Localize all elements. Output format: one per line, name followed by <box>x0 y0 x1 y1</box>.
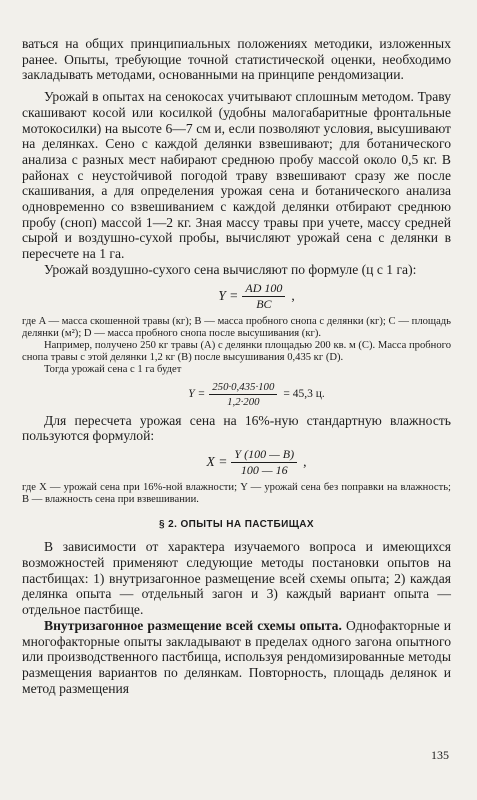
note-variable-definitions: где A — масса скошенной травы (кг); B — масса пробного снопа с делянки (кг); C — площадь делянки (м²); D — масса пробного снопа после высушивания (кг). <box>22 315 451 339</box>
formula-example-denominator: 1,2·200 <box>227 395 260 408</box>
paragraph-within-paddock-text: Однофакторные и многофакторные опыты закладывают в пределах одного загона опытного или производственного пастбища, используя рендомизированные методы размещения вариантов по делянкам. Повторность, площадь делянок и метод размещения <box>22 617 451 696</box>
paragraph-pasture-methods: В зависимости от характера изучаемого вопроса и имеющихся возможностей применяют следующие методы постановки опытов на пастбищах: 1) внутризагонное размещение всей схемы опыта; 2) каждая делянка опыта — отдельный загон и 3) каждый вариант опыта — отдельное пастбище. <box>22 539 451 618</box>
formula-moisture <box>62 448 451 477</box>
formula-example-fraction <box>209 381 277 408</box>
formula-moisture-numerator: Y (100 — B) <box>231 448 297 463</box>
paragraph-within-paddock-title: Внутризагонное размещение всей схемы опыта. <box>44 617 342 633</box>
section-heading: § 2. ОПЫТЫ НА ПАСТБИЩАХ <box>158 519 314 531</box>
formula-example-result: = 45,3 ц. <box>283 388 325 401</box>
formula-example-lhs: Y = <box>188 388 206 401</box>
paragraph-within-paddock <box>22 618 451 697</box>
formula-moisture-denominator: 100 — 16 <box>240 462 288 477</box>
paragraph-hay-yield: Урожай в опытах на сенокосах учитывают сплошным методом. Траву скашивают косой или косилкой (удобны малогабаритные фронтальные мотокосилки) на высоте 6—7 см и, если позволяют условия, высушивают на делянках. Сено с каждой делянки взвешивают; для ботанического анализа с разных мест набирают среднюю пробу массой около 0,5 кг. В районах с неустойчивой погодой траву взвешивают сразу же после скашивания, а для определения урожая сена и ботанического анализа одновременно со взвешиванием с каждой делянки отбирают среднюю пробу (сноп) массой 1—2 кг. Зная массу травы при учете, массу средней сырой и воздушно-сухой пробы, вычисляют урожай сена с делянки в пересчете на 1 га. <box>22 89 451 262</box>
paragraph-continuation: ваться на общих принципиальных положениях методики, изложенных ранее. Опыты, требующие точной статистической оценки, необходимо закладывать методами, основанными на принципе рендомизации. <box>22 36 451 83</box>
note-moisture-definitions: где X — урожай сена при 16%-ной влажности; Y — урожай сена без поправки на влажность; B — влажность сена при взвешивании. <box>22 481 451 506</box>
paragraph-moisture: Для пересчета урожая сена на 16%-ную стандартную влажность пользуются формулой: <box>22 412 451 444</box>
formula-moisture-fraction <box>231 448 297 477</box>
note-then: Тогда урожай сена с 1 га будет <box>44 364 182 376</box>
formula-moisture-tail: , <box>303 454 307 470</box>
formula-example <box>62 381 451 408</box>
formula-example-numerator: 250·0,435·100 <box>209 381 277 395</box>
formula-yield-tail: , <box>291 288 295 304</box>
formula-yield-numerator: AD 100 <box>242 282 285 297</box>
formula-moisture-lhs: X = <box>206 454 228 470</box>
note-example: Например, получено 250 кг травы (A) с делянки площадью 200 кв. м (C). Масса пробного снопа травы с этой делянки 1,2 кг (B) после высушивания 0,435 кг (D). <box>22 339 451 364</box>
formula-yield <box>62 282 451 311</box>
page-number: 135 <box>431 748 449 762</box>
formula-yield-fraction <box>242 282 285 311</box>
formula-yield-denominator: BC <box>256 296 272 311</box>
paragraph-formula-intro: Урожай воздушно-сухого сена вычисляют по формуле (ц с 1 га): <box>44 261 417 277</box>
formula-yield-lhs: Y = <box>218 288 239 304</box>
